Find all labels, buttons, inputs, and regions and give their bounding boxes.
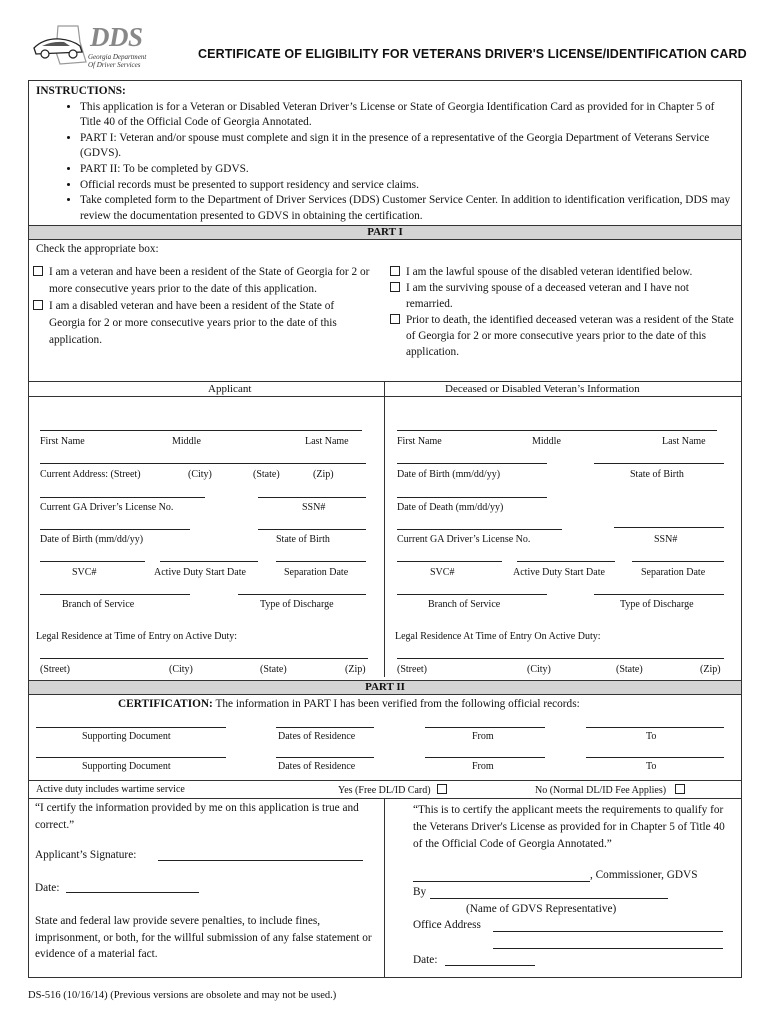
supporting-doc-line[interactable] [36, 727, 226, 728]
field-label: Supporting Document [82, 761, 171, 772]
certification-text: The information in PART I has been verified from the following official records: [215, 698, 580, 710]
name-line[interactable] [397, 430, 717, 431]
field-label: (Street) [397, 664, 427, 675]
field-label: (State) [260, 664, 287, 675]
field-label: Type of Discharge [260, 599, 334, 610]
field-label: SSN# [654, 534, 678, 545]
field-label: SVC# [430, 567, 455, 578]
field-label: (Zip) [345, 664, 366, 675]
state-birth-line[interactable] [594, 463, 724, 464]
date-line[interactable] [66, 892, 199, 893]
field-label: Legal Residence at Time of Entry on Active Duty: [36, 631, 238, 642]
logo-text: DDS [90, 22, 143, 52]
divider [29, 780, 741, 781]
field-label: Middle [532, 436, 561, 447]
certification-line [118, 698, 580, 710]
office-label: Office Address [413, 919, 481, 931]
logo-subtitle: Of Driver Services [88, 61, 141, 69]
checkbox-option[interactable] [390, 264, 736, 280]
field-label: (City) [527, 664, 551, 675]
checkbox-option[interactable] [33, 264, 373, 298]
svc-line[interactable] [397, 561, 502, 562]
field-label: To [646, 761, 657, 772]
field-label: To [646, 731, 657, 742]
separation-line[interactable] [276, 561, 366, 562]
veteran-header: Deceased or Disabled Veteran’s Information [445, 383, 640, 395]
no-option[interactable] [535, 784, 685, 796]
field-label: Last Name [305, 436, 349, 447]
instruction-item: • PART I: Veteran and/or spouse must complete and sign it in the presence of a representative of the Georgia Department of Veterans Service (GDVS). [80, 131, 736, 162]
checkbox[interactable] [390, 282, 400, 292]
field-label: First Name [397, 436, 442, 447]
signature-label: Applicant’s Signature: [35, 849, 137, 861]
field-label: From [472, 761, 494, 772]
field-label: Dates of Residence [278, 731, 356, 742]
field-label: Branch of Service [62, 599, 135, 610]
residence-line[interactable] [276, 757, 374, 758]
checkbox-option[interactable] [390, 312, 736, 360]
field-label: (Zip) [313, 469, 334, 480]
license-line[interactable] [40, 497, 205, 498]
office-line[interactable] [493, 931, 723, 932]
office-line[interactable] [493, 948, 723, 949]
divider [29, 381, 741, 382]
field-label: State of Birth [276, 534, 330, 545]
form-title: CERTIFICATE OF ELIGIBILITY FOR VETERANS DRIVER'S LICENSE/IDENTIFICATION CARD [198, 47, 747, 61]
address-line[interactable] [40, 463, 366, 464]
instruction-item: • Take completed form to the Department of Driver Services (DDS) Customer Service Center. In addition to identification verification, DDS may review the documentation presented to GDVS in obtaining the certification. [80, 193, 736, 224]
field-label: Separation Date [284, 567, 349, 578]
instructions [36, 84, 736, 224]
representative-label: (Name of GDVS Representative) [466, 903, 617, 915]
supporting-doc-line[interactable] [36, 757, 226, 758]
field-label: (State) [253, 469, 280, 480]
date-line[interactable] [445, 965, 535, 966]
field-label: Branch of Service [428, 599, 501, 610]
instruction-item: • Official records must be presented to support residency and service claims. [80, 178, 736, 194]
checkbox-option[interactable] [33, 298, 373, 349]
separation-line[interactable] [632, 561, 724, 562]
dob-line[interactable] [40, 529, 190, 530]
checkbox-label: I am a disabled veteran and have been a resident of the State of Georgia for 2 or more consecutive years prior to the date of this application. [49, 300, 337, 346]
field-label: Current Address: (Street) [40, 469, 141, 480]
no-checkbox[interactable] [675, 784, 685, 794]
divider [29, 396, 741, 397]
residence-line[interactable] [276, 727, 374, 728]
field-label: SVC# [72, 567, 97, 578]
field-label: First Name [40, 436, 85, 447]
instruction-item: • PART II: To be completed by GDVS. [80, 162, 736, 178]
branch-line[interactable] [397, 594, 547, 595]
field-label: Active Duty Start Date [513, 567, 605, 578]
field-label: Type of Discharge [620, 599, 694, 610]
discharge-line[interactable] [594, 594, 724, 595]
from-line[interactable] [425, 757, 545, 758]
field-label: Date of Birth (mm/dd/yy) [40, 534, 144, 545]
checkbox-group-right [390, 264, 736, 360]
part2-header: PART II [29, 680, 741, 695]
ssn-line[interactable] [258, 497, 366, 498]
checkbox-group-left [33, 264, 373, 349]
checkbox[interactable] [33, 266, 43, 276]
state-birth-line[interactable] [258, 529, 366, 530]
checkbox[interactable] [390, 266, 400, 276]
representative-line[interactable] [430, 898, 668, 899]
commissioner-label: , Commissioner, GDVS [590, 869, 698, 881]
field-label: Dates of Residence [278, 761, 356, 772]
field-label: Current GA Driver’s License No. [40, 502, 174, 513]
field-label: (Zip) [700, 664, 721, 675]
field-label: Supporting Document [82, 731, 171, 742]
field-label: (Street) [40, 664, 70, 675]
legal-residence-line[interactable] [40, 658, 368, 659]
field-label: Legal Residence At Time of Entry On Active Duty: [395, 631, 601, 642]
active-start-line[interactable] [160, 561, 258, 562]
field-label: State of Birth [630, 469, 684, 480]
yes-checkbox[interactable] [437, 784, 447, 794]
field-label: Middle [172, 436, 201, 447]
to-line[interactable] [586, 727, 724, 728]
active-start-line[interactable] [517, 561, 615, 562]
to-line[interactable] [586, 757, 724, 758]
field-label: SSN# [302, 502, 326, 513]
branch-line[interactable] [40, 594, 190, 595]
applicant-certification: “I certify the information provided by me on this application is true and correct.” [35, 802, 359, 831]
certification-label: CERTIFICATION: [118, 698, 213, 710]
column-divider [384, 798, 385, 977]
license-line[interactable] [397, 529, 562, 530]
checkbox[interactable] [390, 314, 400, 324]
checkbox-label: I am the lawful spouse of the disabled veteran identified below. [406, 266, 693, 278]
date-label: Date: [35, 882, 60, 894]
checkbox-label: I am the surviving spouse of a deceased veteran and I have not remarried. [406, 282, 689, 310]
field-label: (City) [188, 469, 212, 480]
gdvs-certification: “This is to certify the applicant meets the requirements to qualify for the Veterans Driver's License as provided for in Chapter 5 of Title 40 of the Official Code of Georgia Annotated.” [413, 804, 725, 850]
field-label: From [472, 731, 494, 742]
checkbox[interactable] [33, 300, 43, 310]
check-instruction: Check the appropriate box: [36, 243, 159, 255]
field-label: Current GA Driver’s License No. [397, 534, 531, 545]
active-duty-label: Active duty includes wartime service [36, 784, 185, 795]
checkbox-label: I am a veteran and have been a resident of the State of Georgia for 2 or more consecutive years prior to the date of this application. [49, 266, 370, 295]
date-label: Date: [413, 954, 438, 966]
georgia-car-icon [30, 22, 90, 72]
part1-header: PART I [29, 225, 741, 240]
svc-line[interactable] [40, 561, 145, 562]
form-footer: DS-516 (10/16/14) (Previous versions are obsolete and may not be used.) [28, 990, 337, 1001]
no-label: No (Normal DL/ID Fee Applies) [535, 785, 667, 796]
instructions-title: INSTRUCTIONS: [36, 85, 126, 97]
from-line[interactable] [425, 727, 545, 728]
yes-label: Yes (Free DL/ID Card) [338, 785, 431, 796]
field-label: Separation Date [641, 567, 706, 578]
checkbox-option[interactable] [390, 280, 736, 312]
discharge-line[interactable] [238, 594, 366, 595]
applicant-header: Applicant [208, 383, 252, 395]
field-label: (City) [169, 664, 193, 675]
field-label: Last Name [662, 436, 706, 447]
logo-subtitle: Georgia Department [88, 53, 147, 61]
dds-logo [30, 22, 160, 72]
field-label: Date of Death (mm/dd/yy) [397, 502, 504, 513]
field-label: Active Duty Start Date [154, 567, 246, 578]
commissioner-line[interactable] [413, 881, 590, 882]
name-line[interactable] [40, 430, 362, 431]
ssn-line[interactable] [614, 527, 724, 528]
dob-line[interactable] [397, 463, 547, 464]
legal-residence-line[interactable] [397, 658, 724, 659]
field-label: (State) [616, 664, 643, 675]
instruction-item: • This application is for a Veteran or Disabled Veteran Driver’s License or State of Georgia Identification Card as provided for in Chapter 5 of Title 40 of the Official Code of Georgia Annotated. [80, 100, 736, 131]
penalty-notice: State and federal law provide severe penalties, to include fines, imprisonment, or both, for the willful submission of any false statement or evidence of a material fact. [35, 915, 372, 960]
divider [29, 798, 741, 799]
checkbox-label: Prior to death, the identified deceased veteran was a resident of the State of Georgia for 2 or more consecutive years prior to the date of this application. [406, 314, 734, 358]
by-label: By [413, 886, 427, 898]
yes-option[interactable] [338, 784, 447, 796]
signature-line[interactable] [158, 860, 363, 861]
column-divider [384, 381, 385, 677]
dod-line[interactable] [397, 497, 547, 498]
field-label: Date of Birth (mm/dd/yy) [397, 469, 501, 480]
